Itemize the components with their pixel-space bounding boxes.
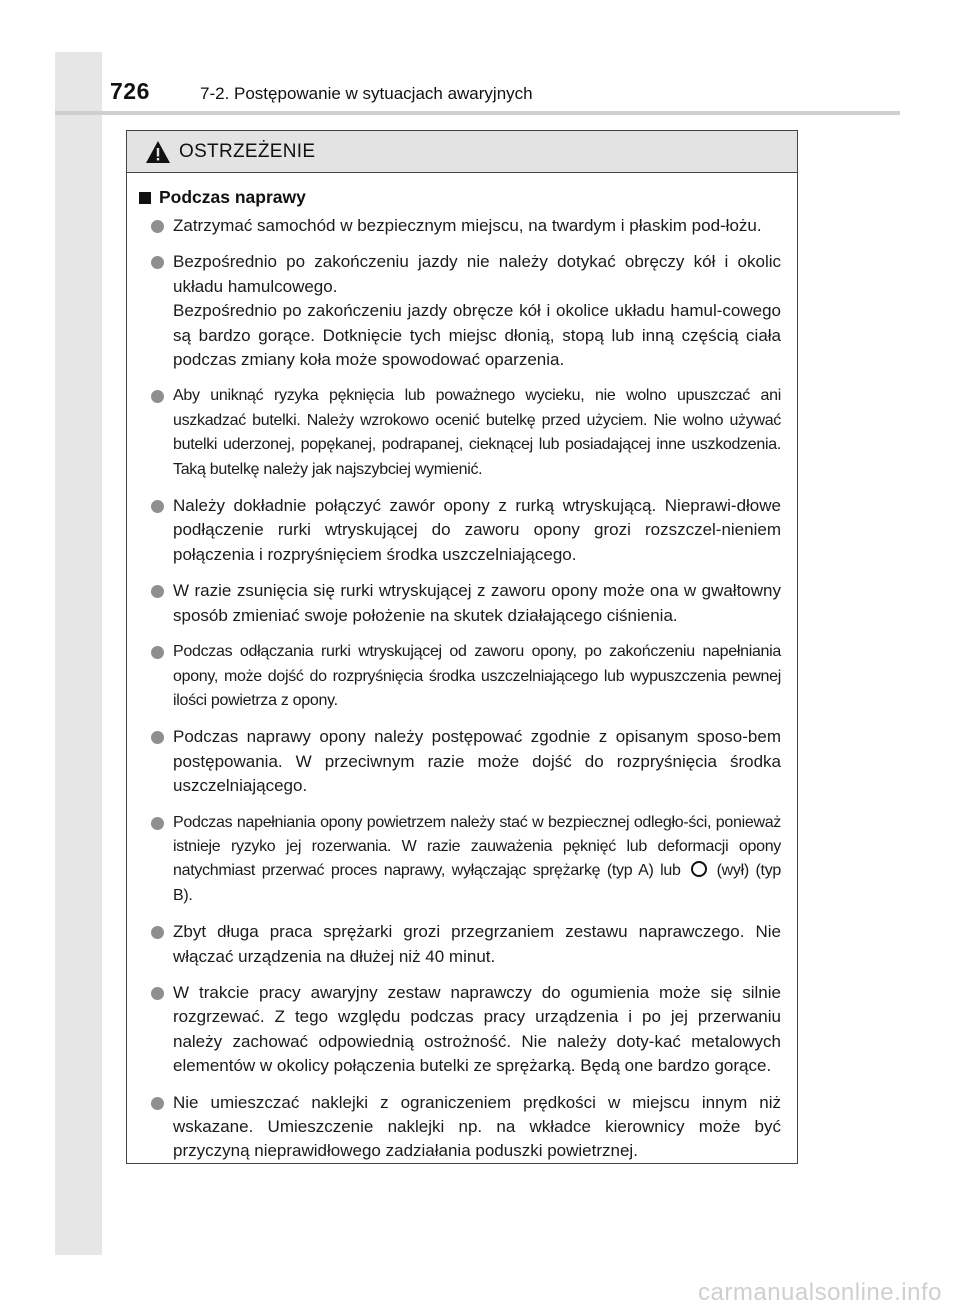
item-text: Aby uniknąć ryzyka pęknięcia lub poważnego wycieku, nie wolno upuszczać ani uszkadzać butelki. Należy wzrokowo ocenić butelkę przed użyciem. Nie wolno używać butelki uderzonej, popękanej, podrapanej, cieknącej lub posiadającej inne uszkodzenia. Taką butelkę należy jak najszybciej wymienić. [173,387,781,478]
item-text-continued: Bezpośrednio po zakończeniu jazdy obręcze kół i okolice układu hamul-cowego są bardzo gorące. Dotknięcie tych miejsc dłonią, stopą lub inną częścią ciała podczas zmiany koła może spowodować oparzenia. [173,301,781,370]
side-strip [55,52,102,1255]
bullet-dot-icon [151,585,164,598]
watermark: carmanualsonline.info [698,1279,942,1306]
item-text: W trakcie pracy awaryjny zestaw naprawczy do ogumienia może się silnie rozgrzewać. Z tego względu podczas pracy urządzenia i po jej przerwaniu należy zachować odpowiednią ostrożność. Nie należy doty-kać metalowych elementów w okolicy połączenia butelki ze sprężarką. Będą one bardzo gorące. [173,982,781,1076]
list-item [139,920,781,969]
section-title: Podczas naprawy [159,187,306,207]
item-text: Podczas odłączania rurki wtryskującej od zaworu opony, po zakończeniu napełniania opony, może dojść do rozpryśnięcia środka uszczelniającego lub wypuszczenia pewnej ilości powietrza z opony. [173,643,781,709]
header-rule [55,111,900,115]
list-item [139,250,781,372]
item-text: Nie umieszczać naklejki z ograniczeniem prędkości w miejscu innym niż wskazane. Umieszczenie naklejki np. na wkładce kierownicy może być przyczyną nieprawidłowego zadziałania poduszki powietrznej. [173,1092,781,1161]
item-text: Należy dokładnie połączyć zawór opony z rurką wtryskującą. Nieprawi-dłowe podłączenie rurki wtryskującej do zaworu opony grozi rozszczel-nieniem połączenia i rozpryśnięciem środka uszczelniającego. [173,496,781,564]
list-item [139,1091,781,1164]
bullet-dot-icon [151,646,164,659]
list-item [139,384,781,482]
bullet-dot-icon [151,926,164,939]
list-item [139,494,781,567]
chapter-title: 7-2. Postępowanie w sytuacjach awaryjnych [200,84,533,103]
list-item [139,811,781,909]
bullet-dot-icon [151,390,164,403]
list-item [139,579,781,628]
square-bullet-icon [139,192,151,204]
warning-box [126,130,798,1164]
warning-content [127,173,797,1164]
bullet-dot-icon [151,1097,164,1110]
item-text: Podczas naprawy opony należy postępować zgodnie z opisanym sposo-bem postępowania. W przeciwnym razie może dojść do rozpryśnięcia środka uszczelniającego. [173,727,781,796]
bullet-dot-icon [151,500,164,513]
item-text: Bezpośrednio po zakończeniu jazdy nie należy dotykać obręczy kół i okolic układu hamulcowego. [173,252,781,296]
list-item [139,640,781,713]
page-number: 726 [110,78,150,104]
list-item [139,214,781,238]
bullet-dot-icon [151,817,164,830]
bullet-dot-icon [151,731,164,744]
item-text: W razie zsunięcia się rurki wtryskującej z zaworu opony może ona w gwałtowny sposób zmieniać swoje położenie na skutek działającego ciśnienia. [173,581,781,625]
warning-header [127,131,797,173]
bullet-dot-icon [151,987,164,1000]
warning-triangle-icon [145,140,171,164]
section-heading [139,187,781,208]
list-item [139,725,781,798]
bullet-dot-icon [151,220,164,233]
power-off-icon [691,861,707,877]
item-text: Podczas napełniania opony powietrzem należy stać w bezpiecznej odległo-ści, ponieważ istnieje ryzyko jej rozerwania. W razie zauważenia pęknięć lub deformacji opony natychmiast przerwać proces naprawy, wyłączając sprężarkę (typ A) lub [173,813,781,880]
item-text: Zatrzymać samochód w bezpiecznym miejscu, na twardym i płaskim pod-łożu. [173,216,762,235]
item-text-after-icon: (wył) (typ B). [173,862,781,904]
list-item [139,981,781,1079]
bullet-dot-icon [151,256,164,269]
item-text: Zbyt długa praca sprężarki grozi przegrzaniem zestawu naprawczego. Nie włączać urządzenia na dłużej niż 40 minut. [173,922,781,966]
warning-label: OSTRZEŻENIE [179,140,316,162]
